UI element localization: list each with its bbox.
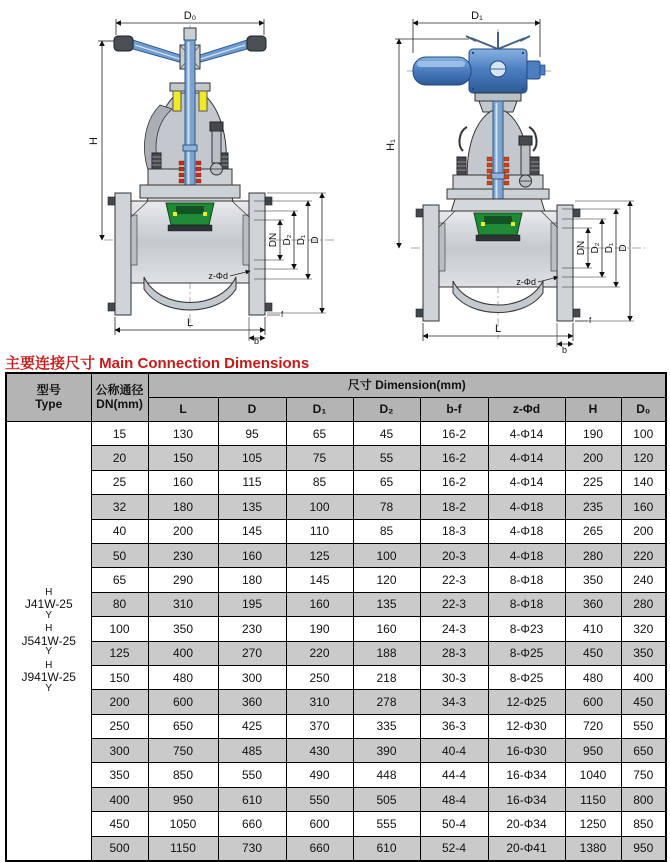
table-row	[6, 763, 666, 787]
header-dn-en: DN(mm)	[96, 396, 143, 411]
dimension-cell: 100	[286, 495, 353, 519]
dn-cell: 50	[91, 543, 148, 567]
dimension-cell: 4-Φ18	[488, 543, 565, 567]
dn-cell: 15	[91, 422, 148, 446]
dimension-cell: 160	[353, 617, 420, 641]
valve-model: H J941W-25 Y	[21, 659, 76, 694]
dimension-cell: 485	[218, 739, 286, 763]
dimension-cell: 85	[353, 519, 420, 543]
dimension-cell: 240	[621, 568, 666, 592]
dimension-cell: 950	[148, 787, 218, 811]
dimension-cell: 12-Φ25	[488, 690, 565, 714]
table-row	[6, 812, 666, 836]
type-cell	[6, 422, 91, 862]
header-col-h: H	[565, 398, 621, 422]
dimension-cell: 18-3	[420, 519, 488, 543]
dimension-cell: 280	[621, 592, 666, 616]
dn-cell: 25	[91, 470, 148, 494]
dimension-cell: 370	[286, 714, 353, 738]
valve-diagram-electric	[383, 5, 668, 355]
dimension-cell: 235	[565, 495, 621, 519]
dimension-cell: 610	[218, 787, 286, 811]
dimension-cell: 22-3	[420, 568, 488, 592]
header-dimension-group: 尺寸 Dimension(mm)	[148, 373, 666, 398]
dimension-cell: 110	[286, 519, 353, 543]
dimension-cell: 115	[218, 470, 286, 494]
table-row	[6, 739, 666, 763]
dimension-cell: 100	[353, 543, 420, 567]
header-col-zd: z-Φd	[488, 398, 565, 422]
dimension-cell: 350	[148, 617, 218, 641]
dimension-cell: 16-2	[420, 422, 488, 446]
dimension-cell: 400	[621, 665, 666, 689]
dim-label-zd: z-Φd	[516, 277, 536, 287]
dimension-cell: 720	[565, 714, 621, 738]
dimension-cell: 660	[286, 836, 353, 861]
dn-cell: 250	[91, 714, 148, 738]
dimension-cell: 390	[353, 739, 420, 763]
dimension-cell: 4-Φ18	[488, 495, 565, 519]
dimension-cell: 600	[286, 812, 353, 836]
dimension-cell: 78	[353, 495, 420, 519]
dimension-cell: 1380	[565, 836, 621, 861]
table-row	[6, 617, 666, 641]
dimension-cell: 160	[218, 543, 286, 567]
dim-label-zd: z-Φd	[208, 271, 228, 281]
dimension-cell: 1050	[148, 812, 218, 836]
dimension-cell: 18-2	[420, 495, 488, 519]
table-row	[6, 568, 666, 592]
dimension-cell: 48-4	[420, 787, 488, 811]
dimension-b-f	[557, 321, 588, 347]
dimension-cell: 800	[621, 787, 666, 811]
table-row	[6, 470, 666, 494]
header-col-d1: D₁	[286, 398, 353, 422]
header-col-l: L	[148, 398, 218, 422]
header-col-bf: b-f	[420, 398, 488, 422]
dimension-cell: 265	[565, 519, 621, 543]
table-row	[6, 592, 666, 616]
electric-actuator	[413, 32, 545, 112]
dimension-cell: 44-4	[420, 763, 488, 787]
valve-disc	[166, 203, 214, 231]
dimension-cell: 36-3	[420, 714, 488, 738]
dimension-cell: 190	[286, 617, 353, 641]
dimension-cell: 8-Φ23	[488, 617, 565, 641]
dimension-cell: 20-Φ41	[488, 836, 565, 861]
dn-cell: 100	[91, 617, 148, 641]
dn-cell: 400	[91, 787, 148, 811]
dn-cell: 40	[91, 519, 148, 543]
dimension-cell: 190	[565, 422, 621, 446]
dimension-cell: 1040	[565, 763, 621, 787]
dimension-cell: 16-Φ34	[488, 787, 565, 811]
dimension-cell: 8-Φ25	[488, 665, 565, 689]
dimension-cell: 180	[218, 568, 286, 592]
dimension-cell: 4-Φ14	[488, 422, 565, 446]
dimension-cell: 750	[148, 739, 218, 763]
dimension-cell: 230	[148, 543, 218, 567]
dimension-cell: 65	[353, 470, 420, 494]
header-type-en: Type	[35, 396, 63, 411]
dimension-cell: 120	[353, 568, 420, 592]
table-row	[6, 446, 666, 470]
dimension-cell: 280	[565, 543, 621, 567]
dimension-cell: 550	[621, 714, 666, 738]
table-row	[6, 690, 666, 714]
dimension-cell: 550	[218, 763, 286, 787]
dimension-cell: 135	[218, 495, 286, 519]
dimension-cell: 850	[621, 812, 666, 836]
dimension-cell: 425	[218, 714, 286, 738]
page-title: 主要连接尺寸 Main Connection Dimensions	[5, 355, 310, 372]
dimension-cell: 12-Φ30	[488, 714, 565, 738]
dim-label-d2: D₂	[590, 242, 601, 254]
dimension-cell: 200	[621, 519, 666, 543]
dimension-cell: 160	[148, 470, 218, 494]
dimension-cell: 75	[286, 446, 353, 470]
dimension-cell: 950	[565, 739, 621, 763]
dimension-cell: 16-2	[420, 446, 488, 470]
dn-cell: 32	[91, 495, 148, 519]
dimension-cell: 600	[148, 690, 218, 714]
dimension-cell: 360	[565, 592, 621, 616]
dimension-cell: 230	[218, 617, 286, 641]
dimension-cell: 430	[286, 739, 353, 763]
dimension-table	[5, 372, 667, 862]
dim-label-d1: D₁	[604, 242, 615, 254]
valve-model: H J541W-25 Y	[21, 623, 76, 658]
dim-label-dn: DN	[576, 240, 587, 256]
dimension-cell: 730	[218, 836, 286, 861]
dimension-cell: 450	[565, 641, 621, 665]
dimension-cell: 480	[148, 665, 218, 689]
header-dn	[91, 373, 148, 422]
dimension-cell: 225	[565, 470, 621, 494]
valve-diagram-manual	[88, 5, 338, 345]
bypass-valve	[519, 136, 532, 187]
dim-label-h: H	[88, 137, 100, 145]
dimension-cell: 278	[353, 690, 420, 714]
dim-label-f: f	[589, 316, 592, 325]
dimension-cell: 1150	[148, 836, 218, 861]
dimension-cell: 145	[218, 519, 286, 543]
dimension-cell: 610	[353, 836, 420, 861]
table-row	[6, 543, 666, 567]
dimension-cell: 28-3	[420, 641, 488, 665]
header-col-d0: D₀	[621, 398, 666, 422]
dim-label-f: f	[281, 310, 284, 319]
table-row	[6, 787, 666, 811]
dimension-cell: 4-Φ14	[488, 446, 565, 470]
dimension-cell: 135	[353, 592, 420, 616]
dimension-cell: 410	[565, 617, 621, 641]
dim-label-d2: D₂	[282, 234, 293, 246]
dimension-cell: 45	[353, 422, 420, 446]
dimension-cell: 30-3	[420, 665, 488, 689]
dimension-cell: 350	[565, 568, 621, 592]
dimension-cell: 100	[621, 422, 666, 446]
dimension-cell: 200	[565, 446, 621, 470]
dimension-cell: 160	[621, 495, 666, 519]
dimension-cell: 505	[353, 787, 420, 811]
dn-cell: 200	[91, 690, 148, 714]
dimension-cell: 16-Φ30	[488, 739, 565, 763]
dimension-cell: 50-4	[420, 812, 488, 836]
dimension-cell: 52-4	[420, 836, 488, 861]
dim-label-d: D	[310, 236, 321, 244]
valve-model: H J41W-25 Y	[24, 586, 73, 621]
table-row	[6, 714, 666, 738]
dimension-cell: 218	[353, 665, 420, 689]
dimension-cell: 250	[286, 665, 353, 689]
dimension-cell: 310	[148, 592, 218, 616]
dimension-cell: 16-Φ34	[488, 763, 565, 787]
dim-label-d1-top: D₁	[471, 10, 483, 22]
dimension-cell: 4-Φ18	[488, 519, 565, 543]
dimension-h	[98, 41, 114, 240]
dim-label-d1: D₁	[296, 234, 307, 246]
dimension-cell: 950	[621, 836, 666, 861]
dimension-cell: 34-3	[420, 690, 488, 714]
table-row	[6, 836, 666, 861]
dimension-cell: 95	[218, 422, 286, 446]
dimension-cell: 125	[286, 543, 353, 567]
dimension-cell: 660	[218, 812, 286, 836]
dimension-cell: 350	[621, 641, 666, 665]
dn-cell: 125	[91, 641, 148, 665]
dim-label-d: D	[618, 244, 629, 252]
dimension-cell: 1150	[565, 787, 621, 811]
dimension-cell: 55	[353, 446, 420, 470]
dimension-cell: 130	[148, 422, 218, 446]
dimension-cell: 290	[148, 568, 218, 592]
dimension-cell: 105	[218, 446, 286, 470]
dn-cell: 65	[91, 568, 148, 592]
header-type	[6, 373, 91, 422]
dn-cell: 450	[91, 812, 148, 836]
dim-label-b: b	[254, 336, 260, 345]
dimension-cell: 65	[286, 422, 353, 446]
dimension-cell: 320	[621, 617, 666, 641]
dn-cell: 300	[91, 739, 148, 763]
dimension-cell: 188	[353, 641, 420, 665]
dimension-cell: 220	[621, 543, 666, 567]
bypass-valve	[210, 122, 223, 175]
table-row	[6, 641, 666, 665]
dimension-cell: 20-Φ34	[488, 812, 565, 836]
dimension-cell: 400	[148, 641, 218, 665]
table-row	[6, 495, 666, 519]
dn-cell: 80	[91, 592, 148, 616]
dimension-cell: 850	[148, 763, 218, 787]
dimension-cell: 40-4	[420, 739, 488, 763]
dimension-cell: 24-3	[420, 617, 488, 641]
dn-cell: 350	[91, 763, 148, 787]
dimension-table-body	[6, 422, 666, 862]
dimension-cell: 16-2	[420, 470, 488, 494]
actuator-handwheel	[466, 32, 530, 49]
dimension-cell: 20-3	[420, 543, 488, 567]
dimension-cell: 490	[286, 763, 353, 787]
dn-cell: 500	[91, 836, 148, 861]
dimension-cell: 600	[565, 690, 621, 714]
dimension-cell: 200	[148, 519, 218, 543]
dimension-cell: 650	[621, 739, 666, 763]
dimension-cell: 8-Φ25	[488, 641, 565, 665]
dimension-cell: 270	[218, 641, 286, 665]
dimension-cell: 450	[621, 690, 666, 714]
dimension-cell: 8-Φ18	[488, 592, 565, 616]
dimension-cell: 650	[148, 714, 218, 738]
dimension-cell: 140	[621, 470, 666, 494]
dn-cell: 20	[91, 446, 148, 470]
dimension-cell: 550	[286, 787, 353, 811]
dimension-cell: 448	[353, 763, 420, 787]
header-col-d: D	[218, 398, 286, 422]
dimension-cell: 195	[218, 592, 286, 616]
dimension-cell: 85	[286, 470, 353, 494]
dim-label-h1: H₁	[385, 139, 397, 151]
header-dn-cn: 公称通径	[95, 382, 144, 397]
dimension-cell: 160	[286, 592, 353, 616]
dimension-cell: 145	[286, 568, 353, 592]
dimension-cell: 150	[148, 446, 218, 470]
dim-label-d0: D₀	[183, 10, 197, 22]
dimension-cell: 310	[286, 690, 353, 714]
dimension-cell: 22-3	[420, 592, 488, 616]
dimension-cell: 480	[565, 665, 621, 689]
header-col-d2: D₂	[353, 398, 420, 422]
header-type-cn: 型号	[36, 382, 61, 397]
dimension-cell: 335	[353, 714, 420, 738]
dimension-cell: 180	[148, 495, 218, 519]
valve-disc	[474, 213, 522, 241]
dim-label-l: L	[186, 317, 194, 329]
table-row	[6, 422, 666, 446]
dim-label-dn: DN	[268, 232, 279, 248]
table-row	[6, 665, 666, 689]
table-row	[6, 519, 666, 543]
dimension-cell: 120	[621, 446, 666, 470]
dimension-cell: 220	[286, 641, 353, 665]
dim-label-b: b	[562, 345, 568, 355]
dim-label-l: L	[494, 323, 502, 335]
dimension-cell: 555	[353, 812, 420, 836]
dimension-cell: 1250	[565, 812, 621, 836]
dimension-cell: 4-Φ14	[488, 470, 565, 494]
dn-cell: 150	[91, 665, 148, 689]
dimension-cell: 360	[218, 690, 286, 714]
dimension-cell: 300	[218, 665, 286, 689]
dimension-cell: 8-Φ18	[488, 568, 565, 592]
dimension-cell: 750	[621, 763, 666, 787]
